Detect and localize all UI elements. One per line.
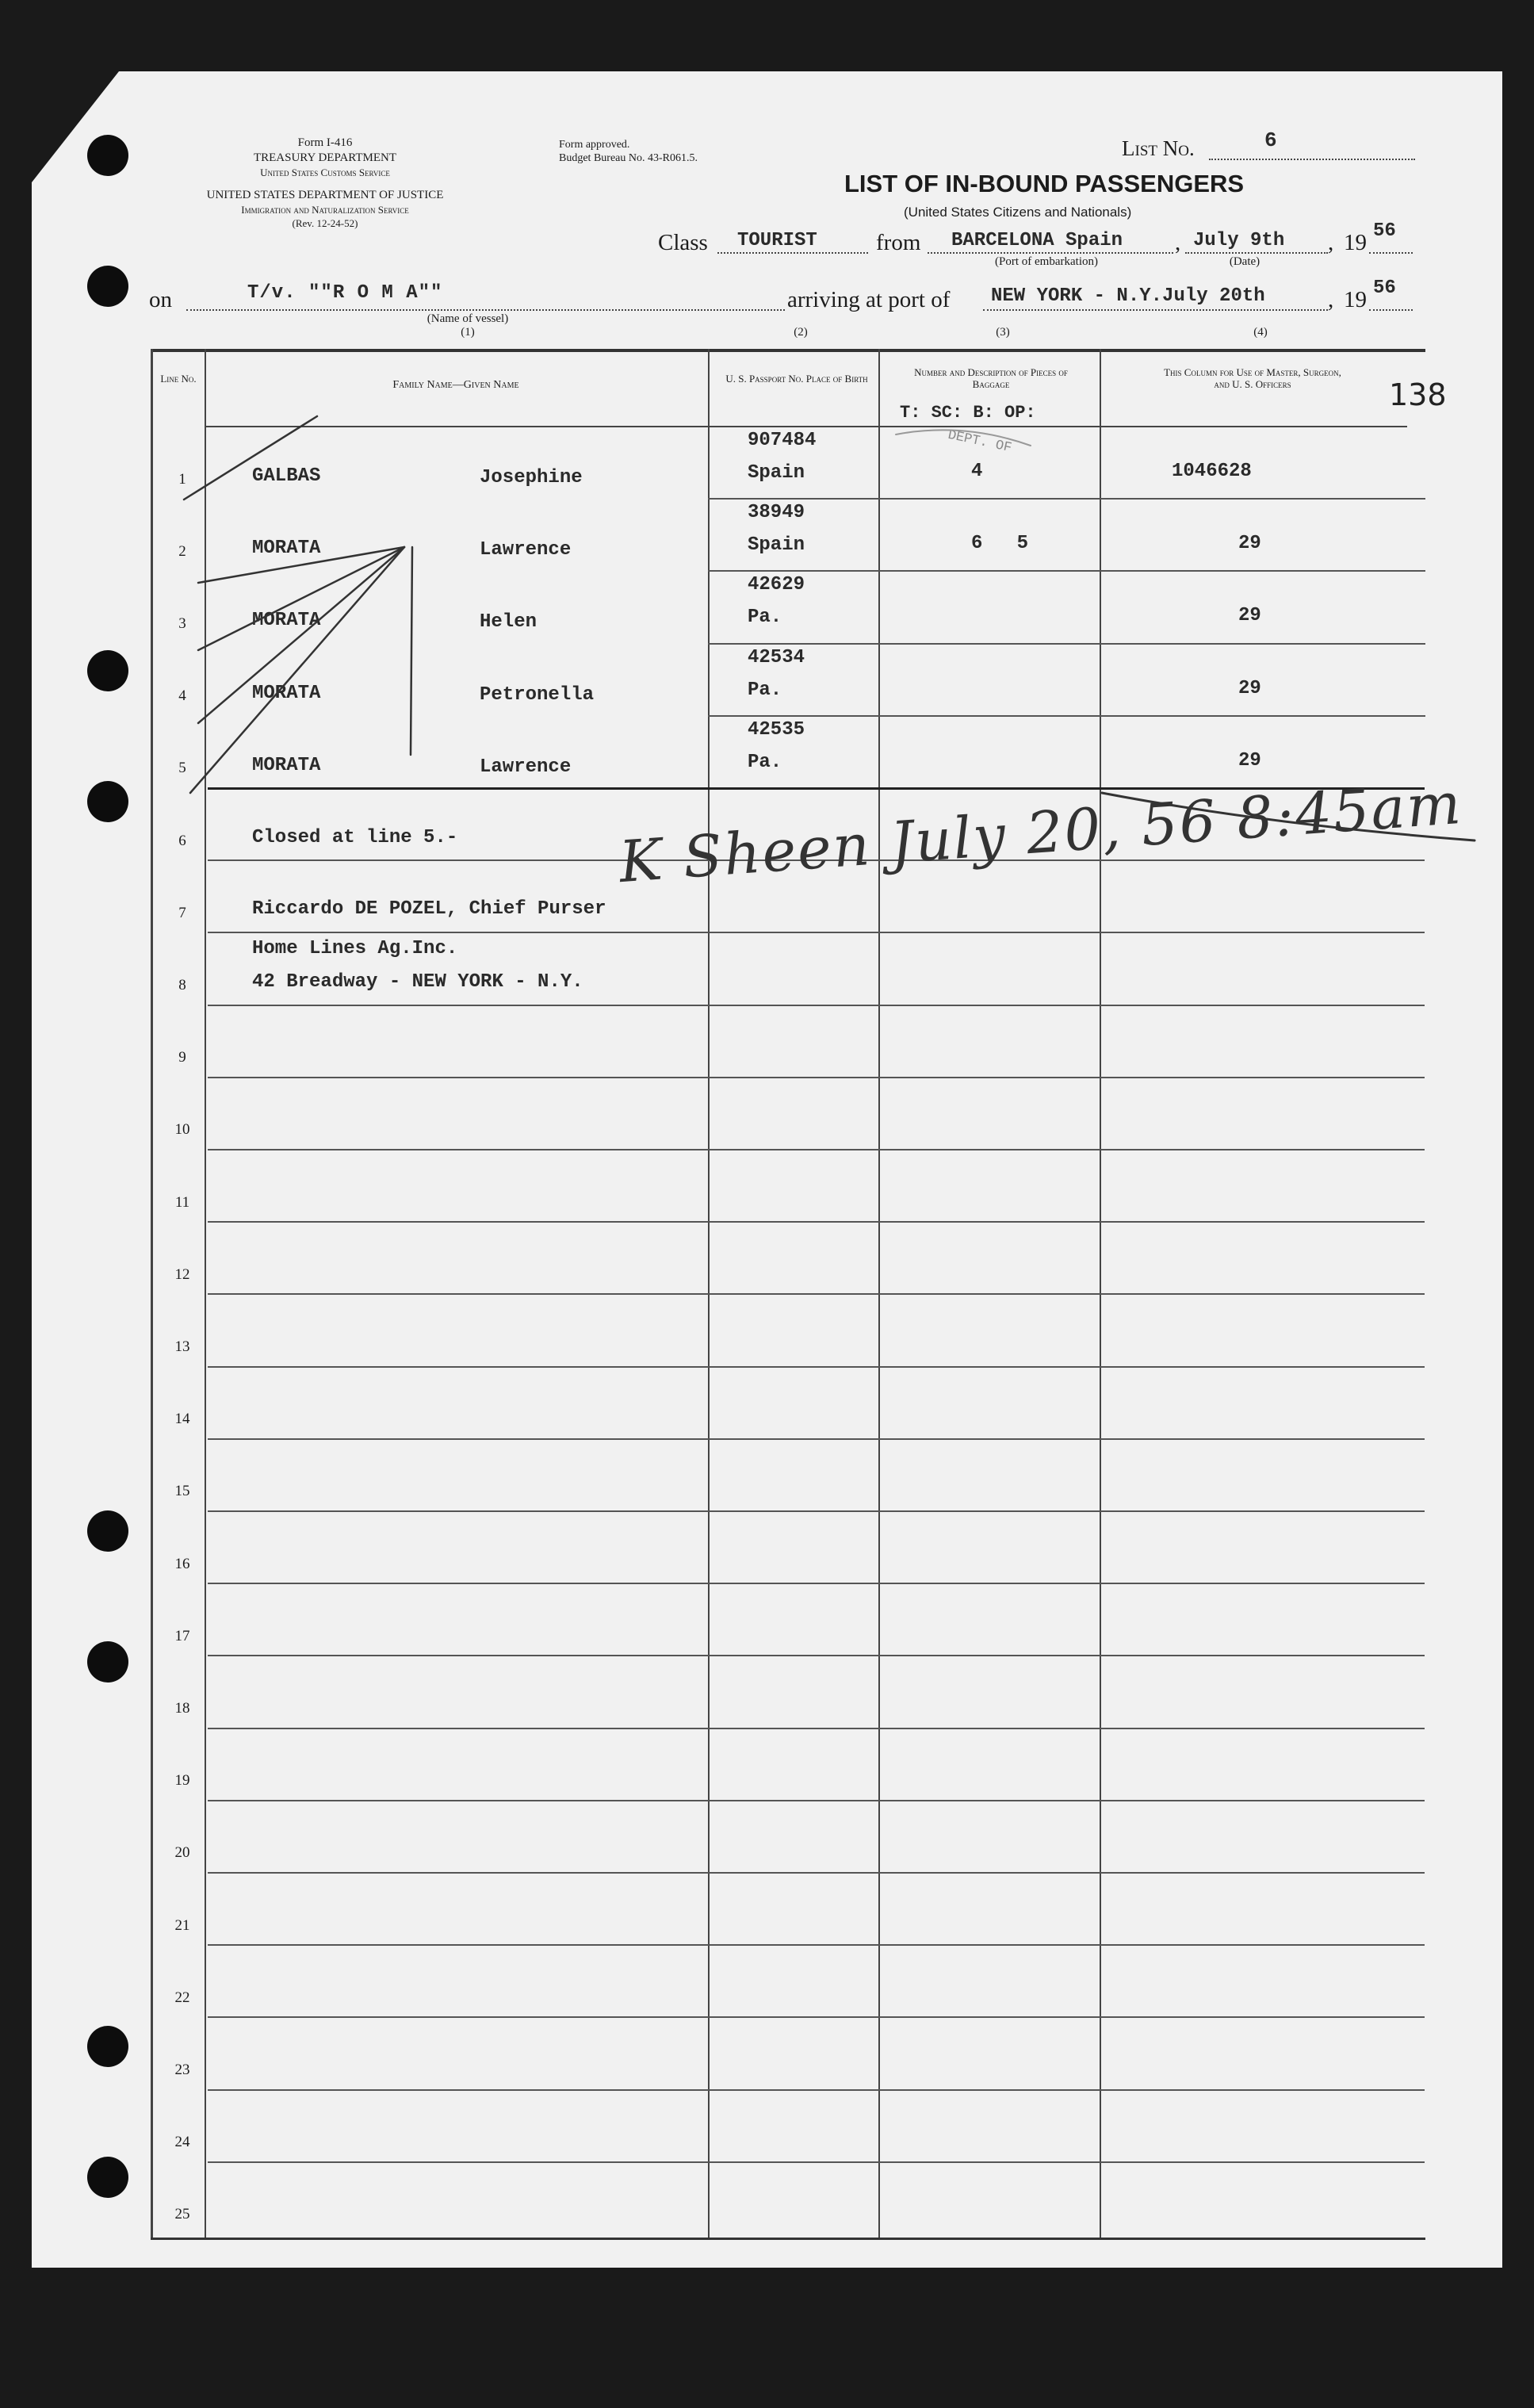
- document-title: LIST OF IN-BOUND PASSENGERS: [844, 170, 1245, 197]
- arrival-port-date: NEW YORK - N.Y.July 20th: [991, 285, 1265, 307]
- from-label: from: [876, 230, 921, 255]
- passport-number: 907484: [748, 430, 817, 451]
- customs-service: United States Customs Service: [260, 167, 390, 178]
- officer-signature: K Sheen July 20, 56 8:45am: [617, 769, 1465, 896]
- arriving-label: arriving at port of: [787, 287, 951, 312]
- line-number: 20: [174, 1844, 190, 1861]
- document-subtitle: (United States Citizens and Nationals): [904, 205, 1132, 220]
- passenger-family-name: MORATA: [252, 755, 321, 776]
- line-number: 13: [174, 1338, 190, 1355]
- passenger-given-name: Josephine: [480, 467, 583, 488]
- line-number: 2: [178, 543, 186, 560]
- passport-number: 42535: [748, 719, 805, 741]
- comma: ,: [1328, 287, 1334, 312]
- officer-entry: 29: [1238, 605, 1261, 626]
- port-caption: (Port of embarkation): [995, 255, 1098, 268]
- class-value: TOURIST: [737, 230, 817, 251]
- comma: ,: [1175, 230, 1181, 255]
- strike-line: [1102, 793, 1475, 840]
- check-stroke: [184, 416, 317, 500]
- caption-3: (3): [996, 326, 1010, 339]
- officer-entry: 29: [1238, 678, 1261, 699]
- line-number: 24: [174, 2134, 190, 2150]
- page-number: 138: [1389, 377, 1447, 412]
- officer-entry: 29: [1238, 533, 1261, 554]
- officer-entry: 1046628: [1172, 461, 1252, 482]
- place-of-birth: Pa.: [748, 607, 782, 628]
- baggage-count: 6 5: [971, 533, 1029, 554]
- line-number: 14: [174, 1411, 190, 1427]
- line-number: 7: [178, 905, 186, 921]
- immigration-service: Immigration and Naturalization Service: [241, 204, 409, 216]
- form-approved: Form approved.: [559, 139, 630, 151]
- header-line-no: Line No.: [160, 373, 197, 385]
- officer-entry: 29: [1238, 750, 1261, 771]
- passport-number: 42534: [748, 647, 805, 668]
- class-label: Class: [658, 230, 708, 255]
- line-number: 19: [174, 1772, 190, 1789]
- header-baggage: Number and Description of Pieces of Baggage: [914, 366, 1068, 390]
- agent-name: Home Lines Ag.Inc.: [252, 938, 458, 959]
- arrival-year: 56: [1373, 278, 1396, 299]
- caption-4: (4): [1253, 326, 1268, 339]
- line-number: 12: [174, 1266, 190, 1283]
- line-number: 16: [174, 1556, 190, 1572]
- line-number: 3: [178, 615, 186, 632]
- line-number: 9: [178, 1049, 186, 1066]
- vessel-name: T/v. ""R O M A"": [247, 282, 443, 304]
- passport-number: 38949: [748, 502, 805, 523]
- embarkation-date: July 9th: [1193, 230, 1285, 251]
- line-number: 10: [174, 1121, 190, 1138]
- line-number: 11: [174, 1194, 190, 1211]
- stamp-text: DEPT. OF: [946, 427, 1013, 457]
- treasury-department: TREASURY DEPARTMENT: [253, 151, 397, 164]
- place-of-birth: Pa.: [748, 752, 782, 773]
- line-number: 5: [178, 760, 186, 776]
- place-of-birth: Spain: [748, 462, 805, 484]
- place-of-birth: Spain: [748, 534, 805, 556]
- on-label: on: [149, 287, 172, 312]
- header-officers: This Column for Use of Master, Surgeon, and U. S. Officers: [1164, 366, 1341, 390]
- line-number: 23: [174, 2062, 190, 2078]
- line-number: 21: [174, 1917, 190, 1934]
- baggage-count: 4: [971, 461, 983, 482]
- line-number: 18: [174, 1700, 190, 1717]
- passenger-given-name: Lawrence: [480, 756, 572, 778]
- line-number: 15: [174, 1483, 190, 1499]
- header-family-name: Family Name—Given Name: [392, 379, 519, 391]
- vessel-caption: (Name of vessel): [427, 312, 509, 325]
- date-caption: (Date): [1229, 255, 1260, 268]
- caption-1: (1): [461, 326, 475, 339]
- stamp-arc: [896, 430, 1031, 446]
- list-no-label: List No.: [1122, 136, 1195, 160]
- passenger-family-name: MORATA: [252, 610, 321, 631]
- passenger-given-name: Helen: [480, 611, 537, 633]
- line-number: 25: [174, 2206, 190, 2222]
- list-no-value: 6: [1264, 128, 1277, 152]
- chief-purser: Riccardo DE POZEL, Chief Purser: [252, 898, 606, 920]
- line-number: 4: [178, 687, 186, 704]
- closed-note: Closed at line 5.-: [252, 827, 458, 848]
- form-number: Form I-416: [297, 136, 353, 149]
- passenger-given-name: Petronella: [480, 684, 595, 706]
- agent-address: 42 Breadway - NEW YORK - N.Y.: [252, 971, 583, 993]
- line-number: 1: [178, 471, 186, 488]
- baggage-codes: T: SC: B: OP:: [900, 403, 1036, 423]
- passenger-family-name: GALBAS: [252, 465, 321, 487]
- line-number: 17: [174, 1628, 190, 1644]
- port-of-embarkation: BARCELONA Spain: [951, 230, 1123, 251]
- revision-date: (Rev. 12-24-52): [292, 217, 358, 229]
- header-passport: U. S. Passport No. Place of Birth: [725, 373, 868, 385]
- budget-bureau: Budget Bureau No. 43-R061.5.: [559, 152, 698, 164]
- place-of-birth: Pa.: [748, 680, 782, 701]
- passenger-given-name: Lawrence: [480, 539, 572, 561]
- group-stroke: [198, 547, 404, 583]
- line-number: 22: [174, 1989, 190, 2006]
- passenger-family-name: MORATA: [252, 683, 321, 704]
- group-stroke: [190, 547, 404, 793]
- passenger-family-name: MORATA: [252, 538, 321, 559]
- line-number: 6: [178, 833, 186, 849]
- bracket-stroke: [411, 547, 412, 755]
- embarkation-year: 56: [1373, 220, 1396, 242]
- year-prefix: 19: [1344, 230, 1367, 255]
- comma: ,: [1328, 230, 1334, 255]
- caption-2: (2): [794, 326, 808, 339]
- line-number: 8: [178, 977, 186, 993]
- year-prefix: 19: [1344, 287, 1367, 312]
- passport-number: 42629: [748, 574, 805, 595]
- department-of-justice: UNITED STATES DEPARTMENT OF JUSTICE: [206, 189, 444, 201]
